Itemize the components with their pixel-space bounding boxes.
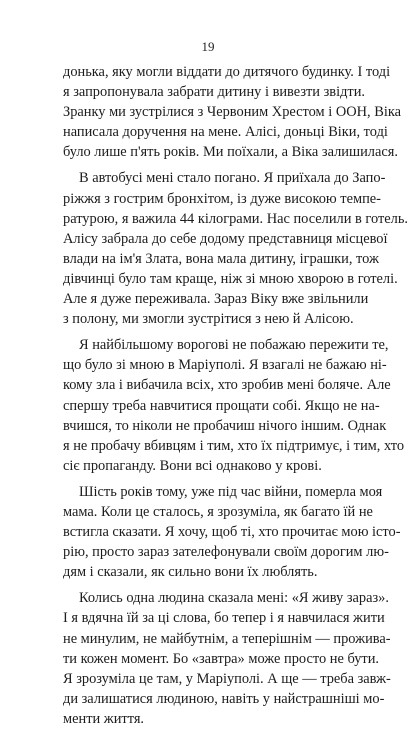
body-text bbox=[63, 62, 408, 729]
text-line: встигла сказати. Я хочу, щоб ті, хто прочитає мою істо- bbox=[63, 524, 401, 541]
text-line: Але я дуже переживала. Зараз Віку вже звільнили bbox=[63, 291, 369, 308]
text-line: кому зла і вибачила всіх, хто зробив мені боляче. Але bbox=[63, 377, 391, 394]
text-line: І я вдячна їй за ці слова, бо тепер і я навчилася жити bbox=[63, 610, 385, 627]
text-line: було лише п'ять років. Ми поїхали, а Віка залишилася. bbox=[63, 144, 398, 161]
text-line: ти кожен момент. Бо «завтра» може просто не бути. bbox=[63, 650, 380, 667]
text-line: менти життя. bbox=[63, 710, 145, 727]
text-line: рію, просто зараз зателефонували своїм дорогим лю- bbox=[63, 544, 389, 561]
text-line: Я найбільшому ворогові не побажаю пережити те, bbox=[79, 337, 389, 354]
paragraph bbox=[63, 62, 401, 162]
text-line: ратурою, я важила 44 кілограми. Нас поселили в готель. bbox=[63, 210, 408, 227]
text-line: Колись одна людина сказала мені: «Я живу зараз». bbox=[79, 590, 389, 607]
text-line: мама. Коли це сталось, я зрозуміла, як багато їй не bbox=[63, 503, 373, 520]
text-line: донька, яку могли віддати до дитячого будинку. І тоді bbox=[63, 64, 391, 80]
text-line: ди залишатися людиною, навіть у найстрашніші мо- bbox=[63, 690, 385, 707]
text-line: дівчинці було там краще, ніж зі мною хворою в готелі. bbox=[63, 270, 398, 287]
paragraph bbox=[63, 588, 391, 729]
text-line: вчишся, то ніколи не пробачиш нічого іншим. Однак bbox=[63, 417, 387, 434]
text-line: не минулим, не майбутнім, а теперішнім — прожива- bbox=[63, 630, 391, 647]
text-line: з полону, ми змогли зустрітися з нею й Алісою. bbox=[63, 311, 354, 328]
text-line: написала доручення на мене. Алісі, доньці Віки, тоді bbox=[63, 124, 388, 141]
text-line: ріжжя з гострим бронхітом, із дуже високою темпе- bbox=[63, 190, 381, 207]
text-line: сіє пропаганду. Вони всі однаково у крові. bbox=[63, 457, 322, 474]
text-line: В автобусі мені стало погано. Я приїхала до Запо- bbox=[79, 170, 386, 187]
paragraph bbox=[63, 168, 408, 329]
text-line: я не пробачу вбивцям і тим, хто їх підтримує, і тим, хто bbox=[63, 437, 405, 454]
paragraph bbox=[63, 335, 405, 476]
text-line: Зранку ми зустрілися з Червоним Хрестом і ООН, Віка bbox=[63, 104, 401, 121]
text-line: Алісу забрала до себе додому представниця місцевої bbox=[63, 230, 388, 247]
text-line: дям і сказали, як сильно вони їх люблять. bbox=[63, 564, 318, 581]
page-number: 19 bbox=[201, 39, 215, 54]
paragraph bbox=[63, 482, 401, 582]
text-line: я запропонувала забрати дитину і вивезти звідти. bbox=[63, 84, 365, 101]
text-line: Я зрозуміла це там, у Маріуполі. А ще — треба завж- bbox=[63, 670, 391, 687]
text-line: Шість років тому, уже під час війни, померла моя bbox=[79, 483, 383, 500]
text-line: що було зі мною в Маріуполі. Я взагалі не бажаю ні- bbox=[63, 357, 387, 374]
text-line: влади на ім'я Злата, вона мала дитину, іграшки, тож bbox=[63, 250, 379, 267]
text-line: спершу треба навчитися прощати собі. Якщо не на- bbox=[63, 397, 380, 414]
